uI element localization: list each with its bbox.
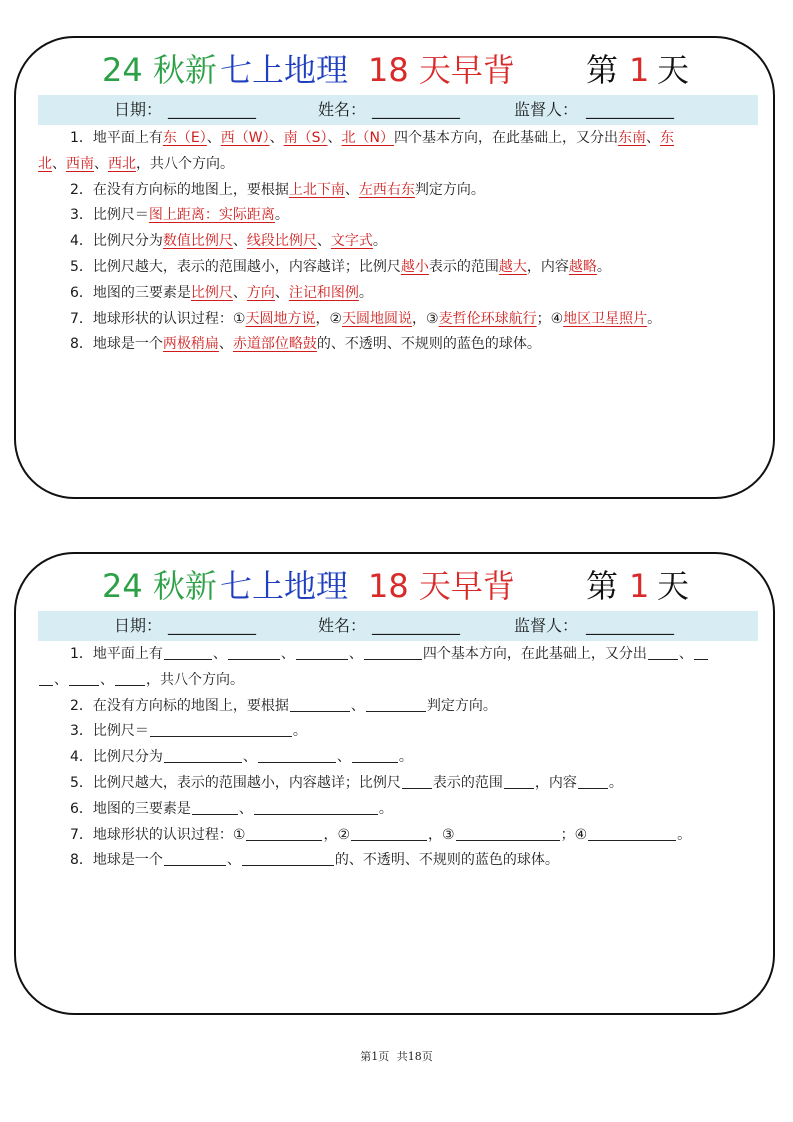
item-text: 5．比例尺越大，表示的范围越小，内容越详；比例尺 — [70, 258, 401, 275]
sep: 、 — [206, 130, 221, 146]
title-day-suffix: 天 — [657, 51, 690, 89]
answer: 注记和图例 — [288, 284, 359, 301]
fill-blank[interactable] — [192, 800, 238, 815]
sep: 、 — [344, 181, 359, 198]
sep: 、 — [232, 233, 247, 250]
item-3 — [38, 719, 760, 745]
info-bar — [38, 95, 758, 125]
title-day-num: 1 — [629, 567, 650, 605]
item-text: 的、不透明、不规则的蓝色的球体。 — [334, 852, 559, 869]
item-text: 判定方向。 — [414, 181, 485, 198]
answer: 西南 — [66, 155, 94, 172]
name-blank: ___________ — [372, 100, 460, 119]
date-label: 日期： — [114, 100, 163, 119]
answer: 东南 — [618, 130, 646, 146]
answer: 麦哲伦环球航行 — [438, 310, 537, 327]
answer: 地区卫星照片 — [563, 310, 648, 327]
item-6 — [38, 797, 760, 823]
item-text: 。 — [677, 826, 692, 843]
item-8 — [38, 332, 760, 358]
title-day-suffix: 天 — [657, 567, 690, 605]
fill-blank[interactable] — [351, 826, 427, 841]
fill-blank[interactable] — [164, 748, 242, 763]
fill-blank[interactable] — [69, 671, 99, 686]
answer: 南（S） — [283, 130, 328, 146]
item-text: 判定方向。 — [426, 697, 497, 714]
item-text: 。 — [358, 284, 373, 301]
fill-blank[interactable] — [364, 645, 422, 660]
answer: 越略 — [568, 258, 597, 275]
item-text: 。 — [378, 800, 393, 817]
item-text: ，内容 — [534, 774, 577, 791]
fill-blank[interactable] — [246, 826, 322, 841]
fill-blank[interactable] — [39, 671, 53, 686]
item-6 — [38, 281, 760, 307]
fill-blank[interactable] — [352, 748, 398, 763]
answer: 越小 — [400, 258, 429, 275]
title-part1: 24 秋新 — [102, 567, 217, 605]
item-text: 3．比例尺＝ — [70, 207, 149, 224]
answer: 比例尺 — [190, 284, 233, 301]
fill-blank[interactable] — [366, 697, 426, 712]
answer: 东（E） — [162, 130, 207, 146]
item-2 — [38, 178, 760, 204]
title-part1: 24 秋新 — [102, 51, 217, 89]
answer: 越大 — [498, 258, 527, 275]
fill-blank[interactable] — [648, 645, 678, 660]
answer: 图上距离：实际距离 — [148, 207, 275, 224]
item-8 — [38, 848, 760, 874]
answer: 数值比例尺 — [162, 233, 233, 250]
item-text: ，共八个方向。 — [146, 671, 244, 688]
item-text: 8．地球是一个 — [70, 852, 163, 869]
item-text: 8．地球是一个 — [70, 336, 163, 353]
sep: 、 — [646, 130, 660, 146]
item-text: 表示的范围 — [428, 258, 499, 275]
fill-blank[interactable] — [115, 671, 145, 686]
sep: 、 — [327, 130, 342, 146]
sep: 、 — [336, 749, 351, 766]
title-part2: 七上地理 — [220, 567, 349, 605]
blank-card — [14, 552, 775, 1015]
date-blank: ___________ — [168, 100, 256, 119]
item-3 — [38, 203, 760, 229]
fill-blank[interactable] — [290, 697, 350, 712]
fill-blank[interactable] — [588, 826, 676, 841]
item-text: ；④ — [560, 826, 588, 843]
item-text: 3．比例尺＝ — [70, 723, 149, 740]
item-text: 。 — [596, 258, 611, 275]
sep: 、 — [280, 646, 295, 662]
sep: 、 — [100, 671, 114, 688]
item-text: ，② — [315, 310, 343, 327]
item-text: ，内容 — [526, 258, 569, 275]
sep: 、 — [274, 284, 289, 301]
fill-blank[interactable] — [254, 800, 378, 815]
sep: 、 — [242, 749, 257, 766]
answer: 左西右东 — [358, 181, 415, 198]
page-footer — [0, 1048, 793, 1064]
item-text: 5．比例尺越大，表示的范围越小，内容越详；比例尺 — [70, 774, 401, 791]
item-text: 1．地平面上有 — [70, 646, 163, 662]
item-1 — [38, 126, 760, 152]
sep: 、 — [94, 155, 108, 172]
item-text: 。 — [292, 723, 307, 740]
blank-list — [38, 642, 760, 874]
card-title — [16, 48, 773, 92]
info-bar — [38, 611, 758, 641]
fill-blank[interactable] — [578, 774, 608, 789]
item-text: 。 — [647, 310, 662, 327]
sep: 、 — [226, 852, 241, 869]
answer: 北（N） — [341, 130, 394, 146]
item-text: ，② — [323, 826, 351, 843]
item-text: 的、不透明、不规则的蓝色的球体。 — [316, 336, 541, 353]
item-text: 。 — [274, 207, 289, 224]
sep: 、 — [348, 646, 363, 662]
item-text: 7．地球形状的认识过程：① — [70, 310, 246, 327]
answer: 天圆地方说 — [245, 310, 316, 327]
item-text: 。 — [372, 233, 387, 250]
item-text: 4．比例尺分为 — [70, 233, 163, 250]
item-7 — [38, 823, 760, 849]
page-total: 共18页 — [396, 1050, 433, 1063]
item-1-cont — [38, 152, 760, 178]
item-1-cont — [38, 668, 760, 694]
name-label: 姓名： — [318, 100, 367, 119]
answer: 天圆地圆说 — [342, 310, 413, 327]
answer: 西（W） — [220, 130, 270, 146]
item-text: ；④ — [536, 310, 564, 327]
item-text: 1．地平面上有 — [70, 130, 163, 146]
item-text: 7．地球形状的认识过程：① — [70, 826, 246, 843]
item-text: 6．地图的三要素是 — [70, 800, 191, 817]
title-day-prefix: 第 — [586, 51, 619, 89]
fill-blank[interactable] — [504, 774, 534, 789]
item-text: 2．在没有方向标的地图上，要根据 — [70, 697, 289, 714]
item-text: 4．比例尺分为 — [70, 749, 163, 766]
fill-blank[interactable] — [164, 645, 212, 660]
title-part3: 18 天早背 — [368, 567, 515, 605]
sep: 、 — [54, 671, 68, 688]
sep: 、 — [212, 646, 227, 662]
item-text: ，③ — [428, 826, 455, 843]
sep: 、 — [350, 697, 365, 714]
supervisor-label: 监督人： — [514, 616, 579, 635]
supervisor-blank: ___________ — [586, 100, 674, 119]
title-day-prefix: 第 — [586, 567, 619, 605]
supervisor-blank: ___________ — [586, 616, 674, 635]
answer: 东 — [660, 130, 674, 146]
page-number: 第1页 — [360, 1050, 390, 1063]
sep: 、 — [316, 233, 331, 250]
item-text: 。 — [398, 749, 413, 766]
answer: 西北 — [108, 155, 136, 172]
card-title — [16, 564, 773, 608]
sep: 、 — [218, 336, 233, 353]
item-text: 6．地图的三要素是 — [70, 284, 191, 301]
date-label: 日期： — [114, 616, 163, 635]
answer-list — [38, 126, 760, 358]
fill-blank[interactable] — [150, 722, 292, 737]
fill-blank[interactable] — [296, 645, 348, 660]
name-label: 姓名： — [318, 616, 367, 635]
item-text: 。 — [608, 774, 623, 791]
item-4 — [38, 229, 760, 255]
title-part2: 七上地理 — [220, 51, 349, 89]
item-4 — [38, 745, 760, 771]
item-text: 四个基本方向，在此基础上，又分出 — [422, 646, 647, 662]
fill-blank[interactable] — [258, 748, 336, 763]
answer: 线段比例尺 — [246, 233, 317, 250]
sep: 、 — [232, 284, 247, 301]
sep: 、 — [678, 646, 693, 662]
title-day-num: 1 — [629, 51, 650, 89]
answer-card — [14, 36, 775, 499]
sep: 、 — [269, 130, 284, 146]
fill-blank[interactable] — [402, 774, 432, 789]
item-text: 2．在没有方向标的地图上，要根据 — [70, 181, 289, 198]
item-text: ，③ — [412, 310, 439, 327]
sep: 、 — [52, 155, 66, 172]
item-text: ，共八个方向。 — [136, 155, 234, 172]
item-2 — [38, 694, 760, 720]
answer: 北 — [38, 155, 52, 172]
item-7 — [38, 307, 760, 333]
supervisor-label: 监督人： — [514, 100, 579, 119]
date-blank: ___________ — [168, 616, 256, 635]
name-blank: ___________ — [372, 616, 460, 635]
sep: 、 — [238, 800, 253, 817]
item-5 — [38, 771, 760, 797]
answer: 文字式 — [330, 233, 373, 250]
item-1 — [38, 642, 760, 668]
fill-blank[interactable] — [164, 851, 226, 866]
answer: 方向 — [246, 284, 275, 301]
fill-blank[interactable] — [694, 645, 708, 660]
title-part3: 18 天早背 — [368, 51, 515, 89]
item-5 — [38, 255, 760, 281]
answer: 赤道部位略鼓 — [232, 336, 317, 353]
item-text: 四个基本方向，在此基础上，又分出 — [394, 130, 618, 146]
fill-blank[interactable] — [456, 826, 560, 841]
item-text: 表示的范围 — [432, 774, 503, 791]
answer: 两极稍扁 — [162, 336, 219, 353]
answer: 上北下南 — [288, 181, 345, 198]
fill-blank[interactable] — [242, 851, 334, 866]
fill-blank[interactable] — [228, 645, 280, 660]
